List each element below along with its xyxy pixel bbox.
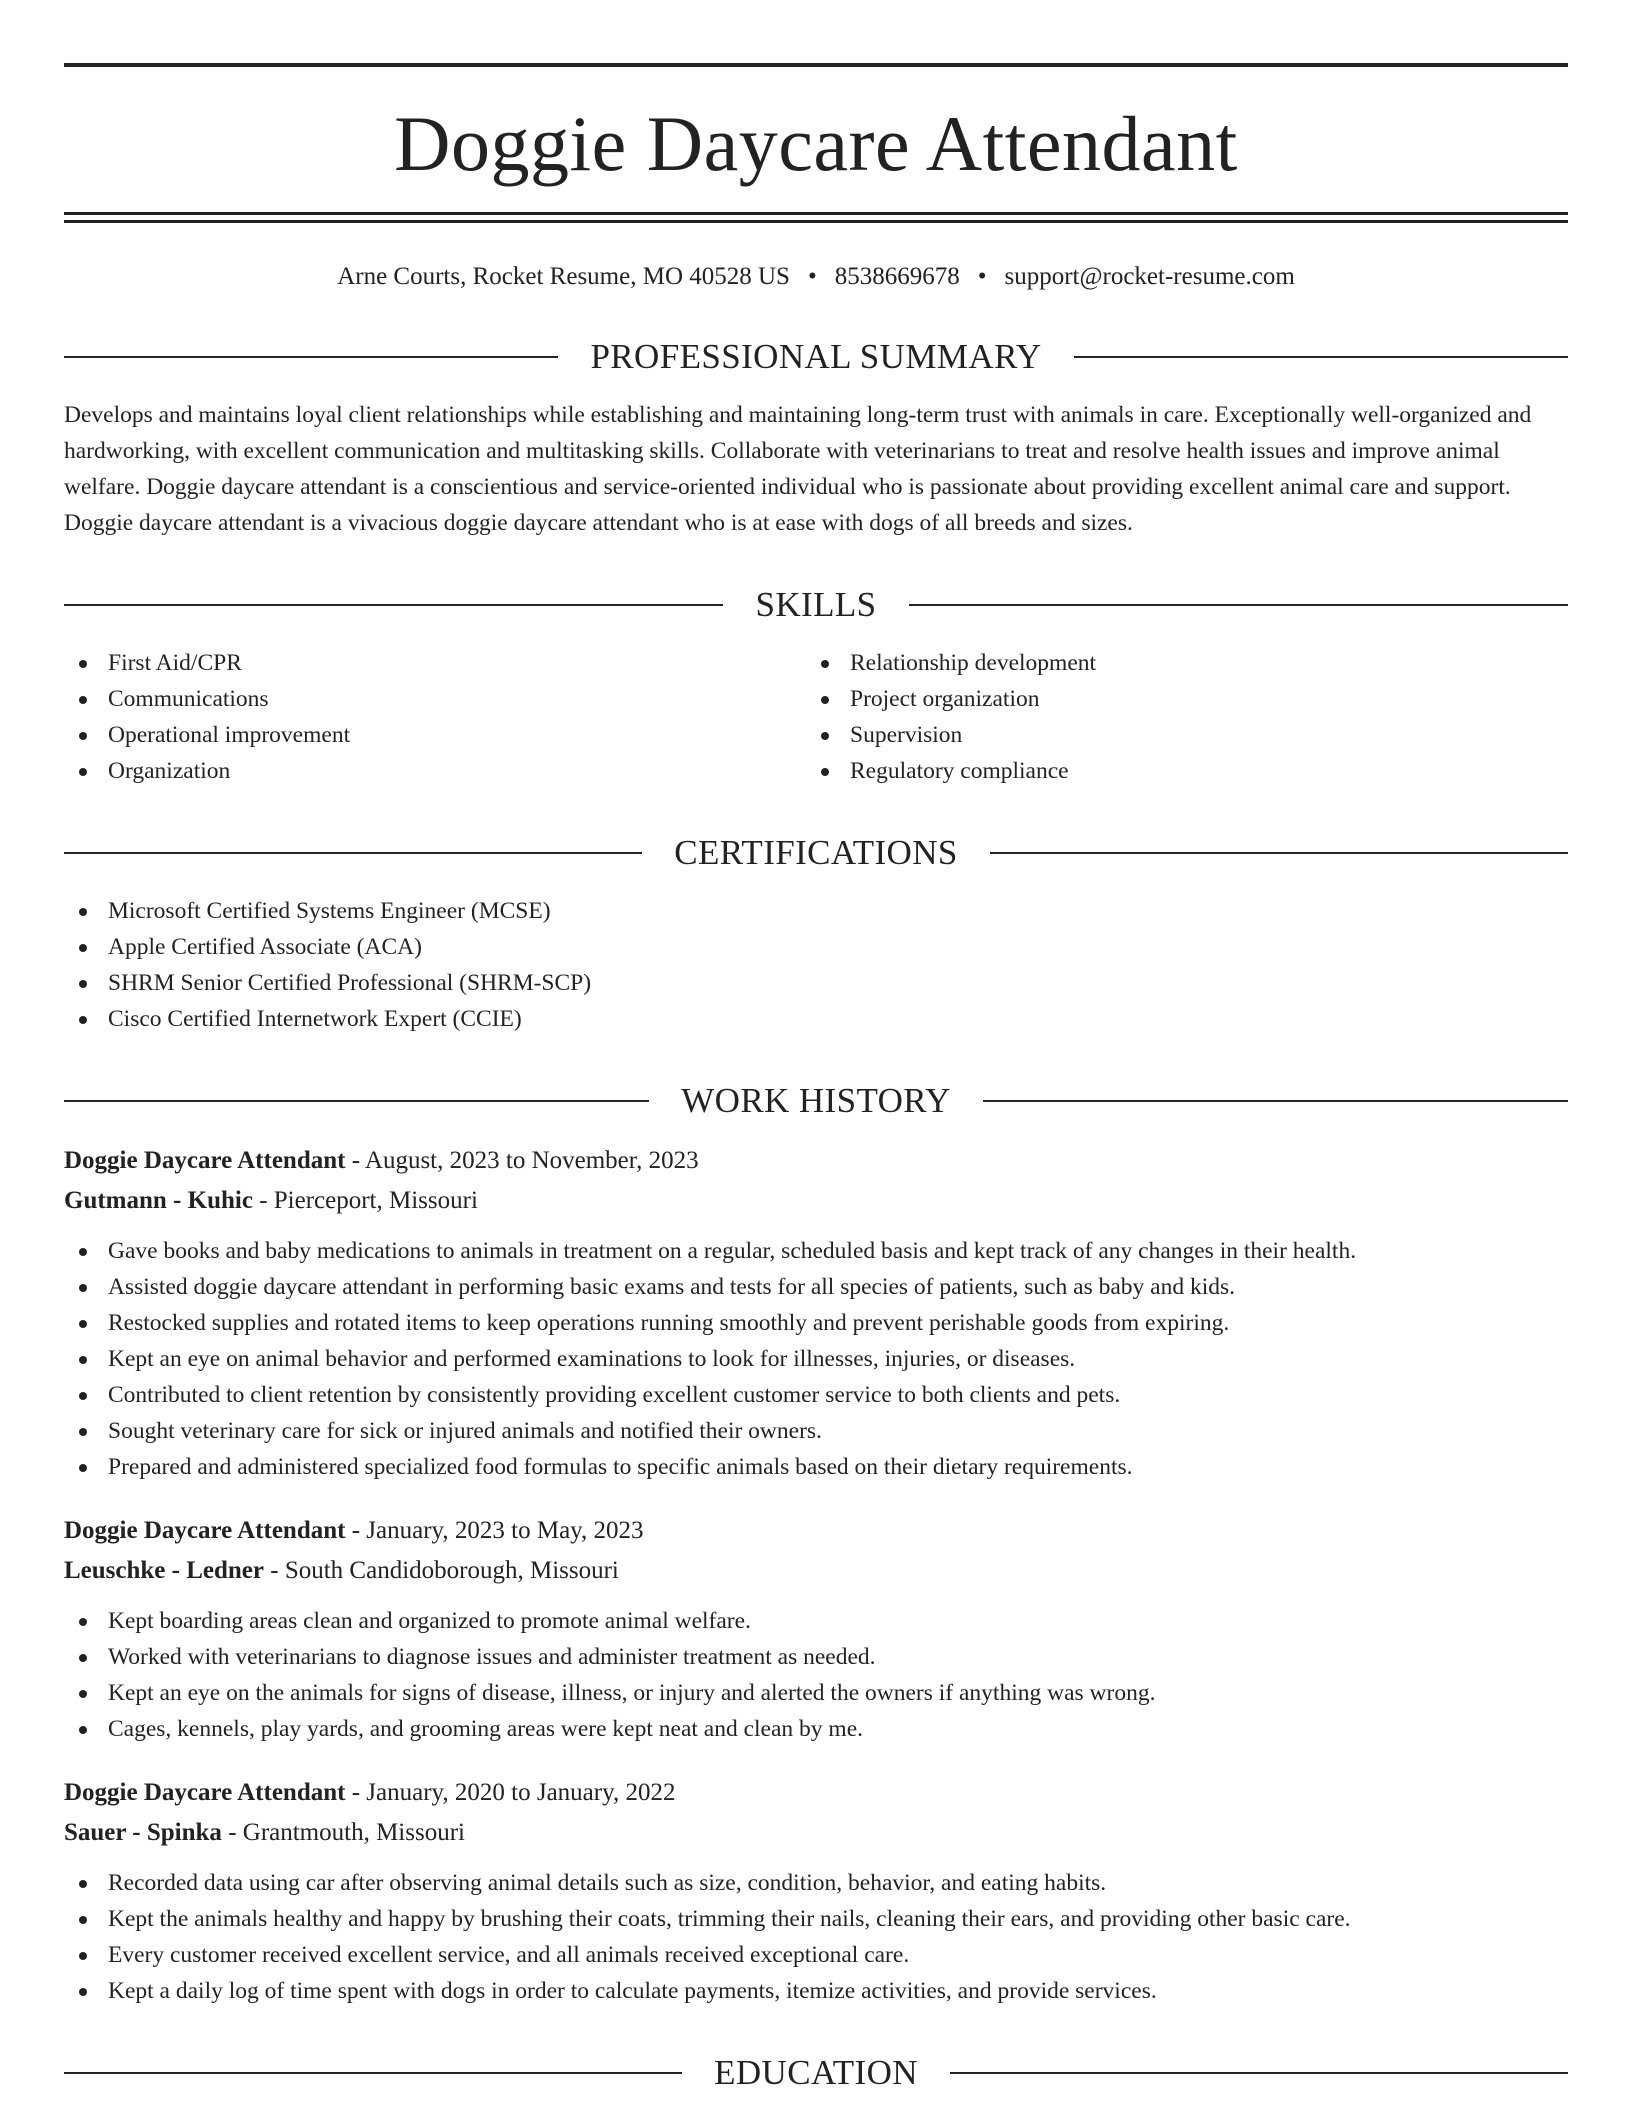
skill-item: Organization xyxy=(64,753,806,789)
job-duty-item: Every customer received excellent service, and all animals received exceptional care. xyxy=(64,1937,1568,1973)
job-duty-item: Worked with veterinarians to diagnose issues and administer treatment as needed. xyxy=(64,1639,1568,1675)
skills-column-left xyxy=(64,645,806,789)
skill-item: Relationship development xyxy=(806,645,1548,681)
contact-line xyxy=(64,261,1568,293)
heading-line xyxy=(909,604,1568,606)
skill-item: Regulatory compliance xyxy=(806,753,1548,789)
job-duty-item: Kept boarding areas clean and organized to promote animal welfare. xyxy=(64,1603,1568,1639)
job-entry xyxy=(64,1141,1568,1485)
skill-item: Supervision xyxy=(806,717,1548,753)
section-heading-education xyxy=(64,2053,1568,2093)
heading-text: EDUCATION xyxy=(714,2053,918,2092)
job-duty-item: Contributed to client retention by consistently providing excellent customer service to both clients and pets. xyxy=(64,1377,1568,1413)
heading-line xyxy=(64,2072,682,2074)
job-duty-item: Restocked supplies and rotated items to keep operations running smoothly and prevent perishable goods from expiring. xyxy=(64,1305,1568,1341)
job-title: Doggie Daycare Attendant xyxy=(64,1147,346,1174)
job-duty-item: Kept the animals healthy and happy by brushing their coats, trimming their nails, cleaning their ears, and providing other basic care. xyxy=(64,1901,1568,1937)
job-dates: - January, 2023 to May, 2023 xyxy=(345,1517,644,1544)
job-duty-item: Assisted doggie daycare attendant in performing basic exams and tests for all species of patients, such as baby and kids. xyxy=(64,1269,1568,1305)
contact-separator: • xyxy=(977,263,987,290)
heading-line xyxy=(950,2072,1568,2074)
heading-text: PROFESSIONAL SUMMARY xyxy=(590,337,1042,376)
heading-line xyxy=(983,1100,1568,1102)
skills-list xyxy=(64,645,1568,789)
job-duties-list xyxy=(64,1865,1568,2009)
section-heading-skills xyxy=(64,585,1568,625)
heading-line xyxy=(64,852,642,854)
resume-page xyxy=(64,0,1568,2113)
summary-paragraph: Develops and maintains loyal client relationships while establishing and maintaining long-term trust with animals in care. Exceptionally well-organized and hardworking, with excellent communication and multitasking skills. Collaborate with veterinarians to treat and resolve health issues and improve animal welfare. Doggie daycare attendant is a conscientious and service-oriented individual who is passionate about providing excellent animal care and support. Doggie daycare attendant is a vivacious doggie daycare attendant who is at ease with dogs of all breeds and sizes. xyxy=(64,402,1532,536)
skill-item: Communications xyxy=(64,681,806,717)
job-dates: - August, 2023 to November, 2023 xyxy=(345,1147,699,1174)
job-duty-item: Cages, kennels, play yards, and grooming areas were kept neat and clean by me. xyxy=(64,1711,1568,1747)
certification-item: Cisco Certified Internetwork Expert (CCIE) xyxy=(64,1001,1568,1037)
heading-text: WORK HISTORY xyxy=(681,1081,951,1120)
contact-phone: 8538669678 xyxy=(834,263,960,290)
job-company-line xyxy=(64,1181,1568,1221)
job-duty-item: Kept an eye on animal behavior and performed examinations to look for illnesses, injuries, or diseases. xyxy=(64,1341,1568,1377)
job-location: - Grantmouth, Missouri xyxy=(221,1819,465,1846)
job-location: - Pierceport, Missouri xyxy=(252,1187,478,1214)
heading-text: SKILLS xyxy=(755,585,877,624)
job-title-line xyxy=(64,1511,1568,1551)
job-duty-item: Recorded data using car after observing animal details such as size, condition, behavior, and eating habits. xyxy=(64,1865,1568,1901)
resume-name: Doggie Daycare Attendant xyxy=(394,100,1238,187)
job-title: Doggie Daycare Attendant xyxy=(64,1779,346,1806)
job-duty-item: Prepared and administered specialized food formulas to specific animals based on their dietary requirements. xyxy=(64,1449,1568,1485)
skill-item: Operational improvement xyxy=(64,717,806,753)
job-title-line xyxy=(64,1773,1568,1813)
job-company: Gutmann - Kuhic xyxy=(64,1187,253,1214)
contact-separator: • xyxy=(807,263,817,290)
double-rule xyxy=(64,212,1568,223)
section-heading-summary xyxy=(64,337,1568,377)
skill-item: Project organization xyxy=(806,681,1548,717)
heading-line xyxy=(64,356,558,358)
heading-line xyxy=(1074,356,1568,358)
skills-column-right xyxy=(806,645,1548,789)
job-location: - South Candidoborough, Missouri xyxy=(264,1557,619,1584)
job-title-line xyxy=(64,1141,1568,1181)
contact-address: Arne Courts, Rocket Resume, MO 40528 US xyxy=(337,263,790,290)
certification-item: Microsoft Certified Systems Engineer (MCSE) xyxy=(64,893,1568,929)
job-duty-item: Gave books and baby medications to animals in treatment on a regular, scheduled basis and kept track of any changes in their health. xyxy=(64,1233,1568,1269)
job-company-line xyxy=(64,1551,1568,1591)
certification-item: Apple Certified Associate (ACA) xyxy=(64,929,1568,965)
job-entry xyxy=(64,1511,1568,1747)
section-heading-certifications xyxy=(64,833,1568,873)
skill-item: First Aid/CPR xyxy=(64,645,806,681)
job-duty-item: Sought veterinary care for sick or injured animals and notified their owners. xyxy=(64,1413,1568,1449)
heading-line xyxy=(64,604,723,606)
job-entry xyxy=(64,1773,1568,2009)
job-dates: - January, 2020 to January, 2022 xyxy=(345,1779,676,1806)
job-company: Sauer - Spinka xyxy=(64,1819,222,1846)
section-heading-work-history xyxy=(64,1081,1568,1121)
job-duties-list xyxy=(64,1233,1568,1485)
job-duty-item: Kept an eye on the animals for signs of disease, illness, or injury and alerted the owners if anything was wrong. xyxy=(64,1675,1568,1711)
job-company: Leuschke - Ledner xyxy=(64,1557,264,1584)
job-duty-item: Kept a daily log of time spent with dogs in order to calculate payments, itemize activities, and provide services. xyxy=(64,1973,1568,2009)
certification-item: SHRM Senior Certified Professional (SHRM-SCP) xyxy=(64,965,1568,1001)
heading-line xyxy=(990,852,1568,854)
job-title: Doggie Daycare Attendant xyxy=(64,1517,346,1544)
heading-line xyxy=(64,1100,649,1102)
job-company-line xyxy=(64,1813,1568,1853)
heading-text: CERTIFICATIONS xyxy=(674,833,958,872)
job-duties-list xyxy=(64,1603,1568,1747)
certifications-list xyxy=(64,893,1568,1037)
contact-email: support@rocket-resume.com xyxy=(1004,263,1295,290)
